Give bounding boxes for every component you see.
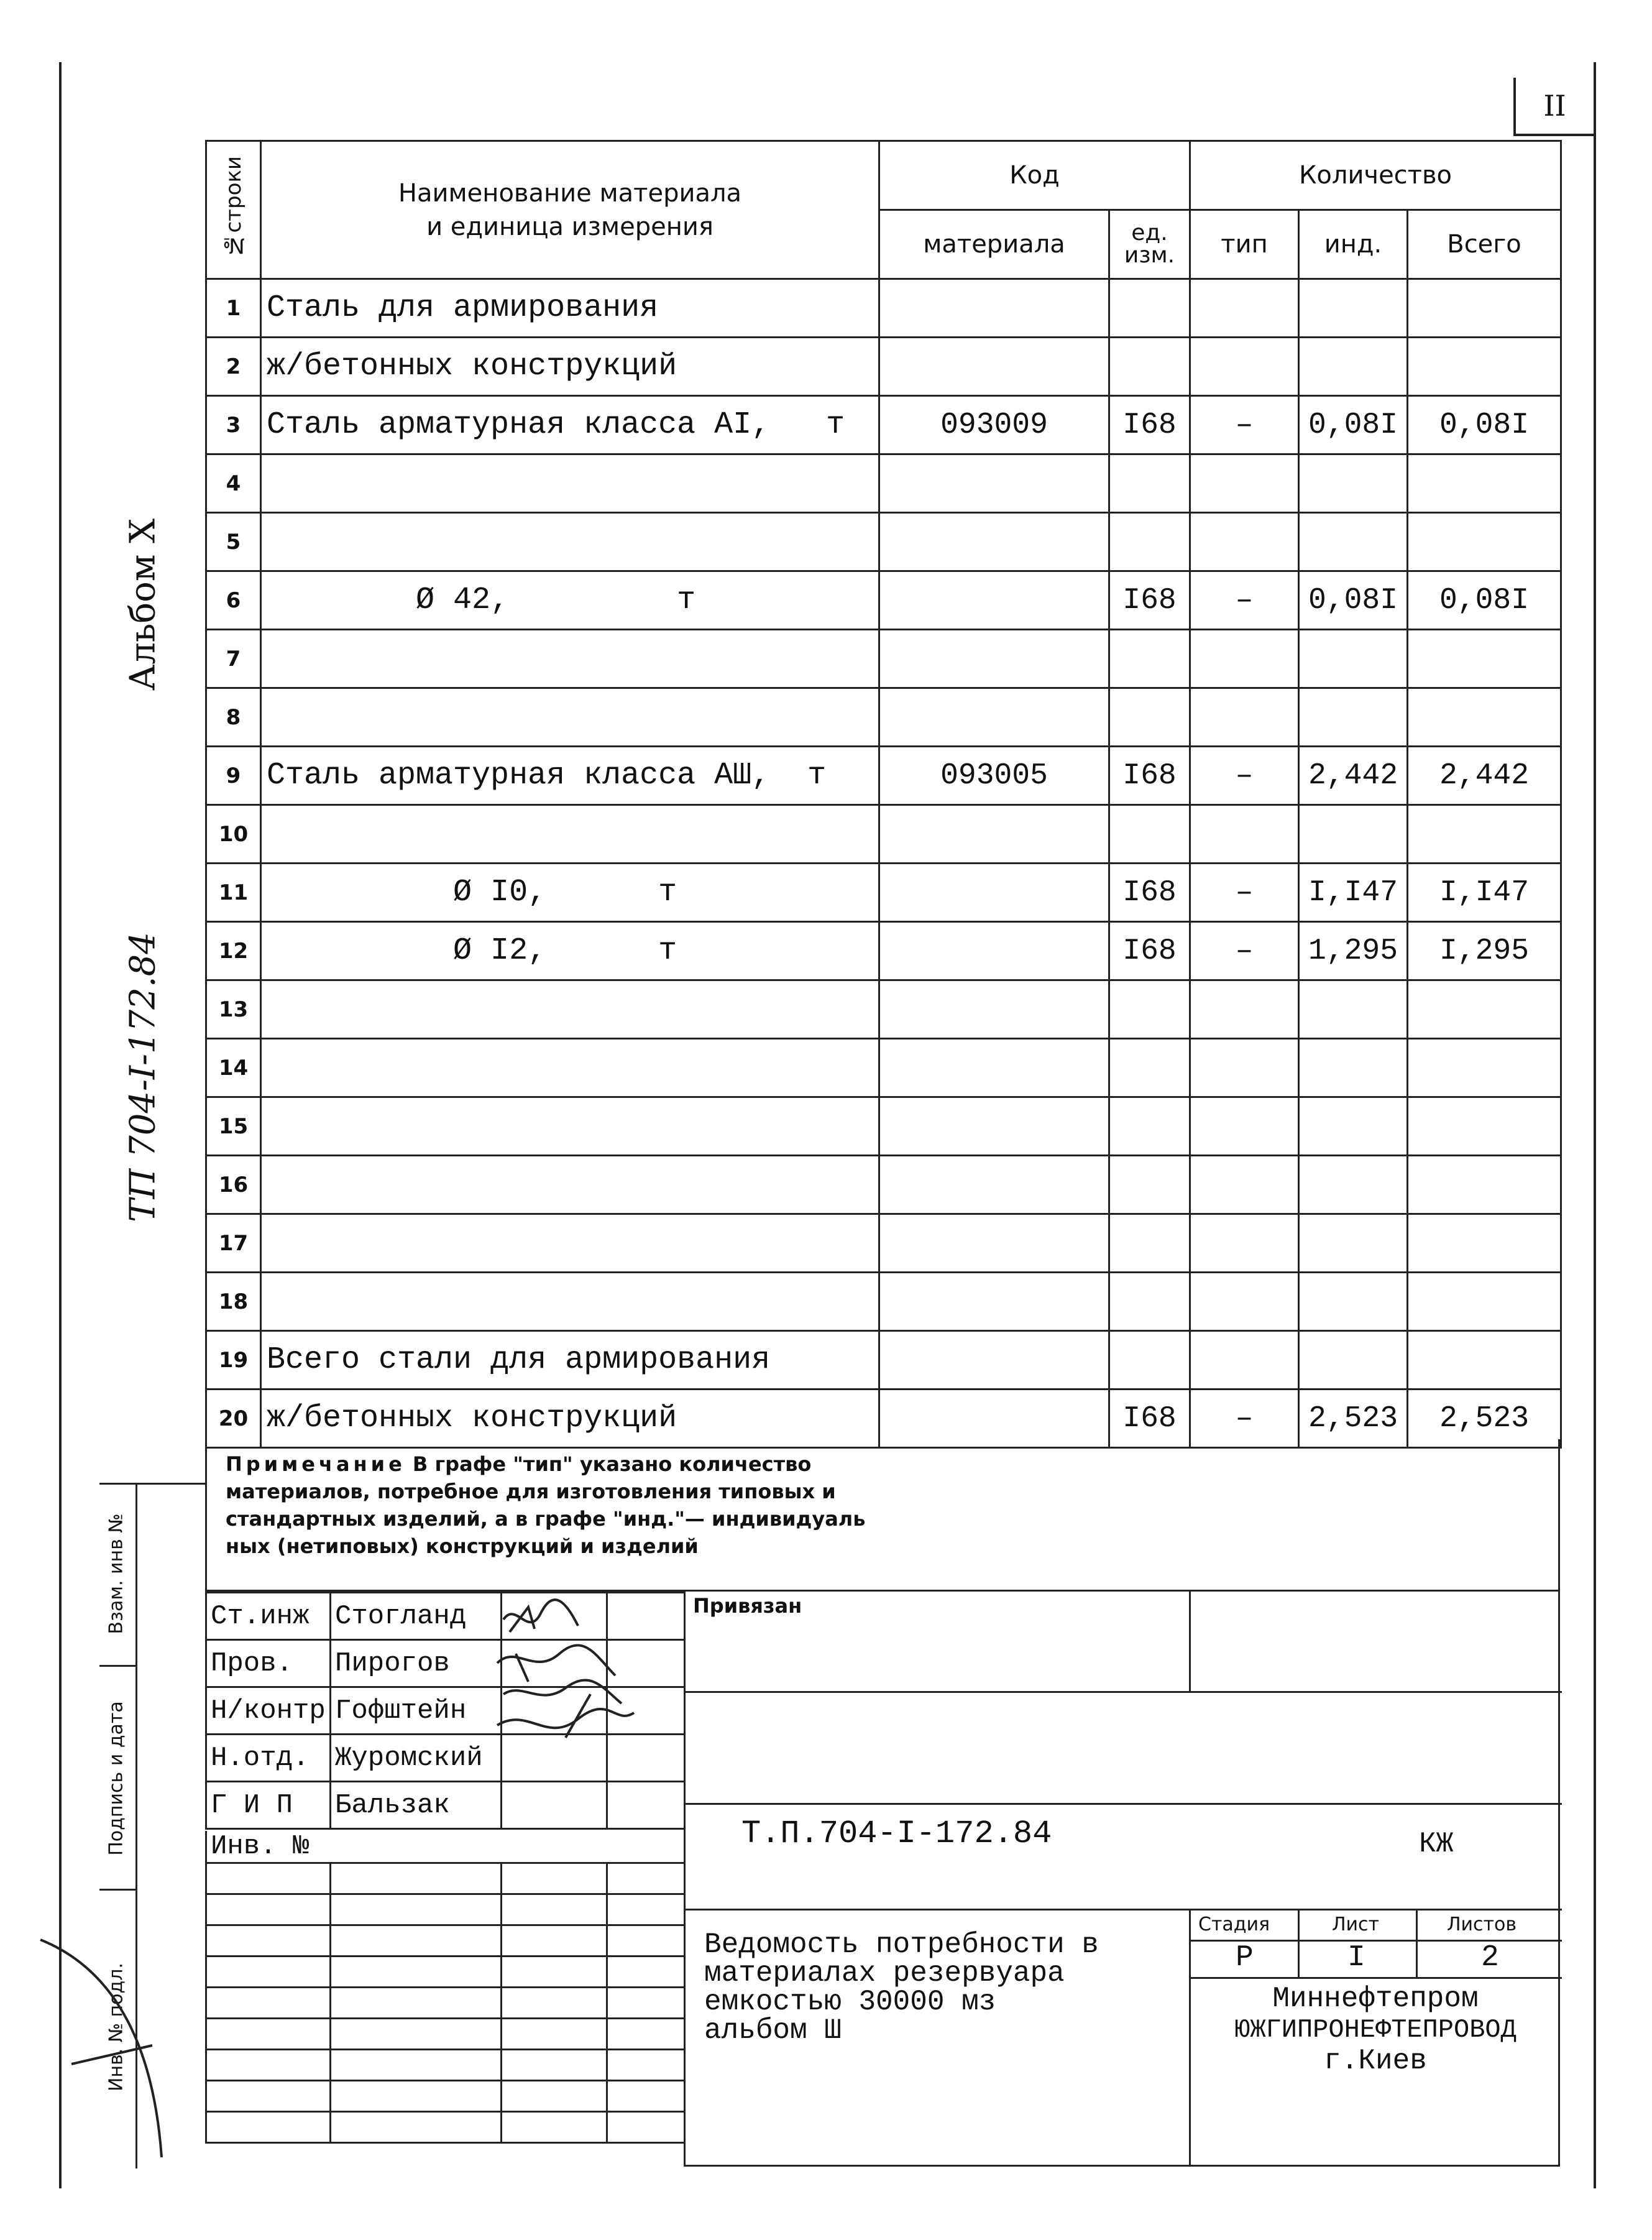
material-name [261,688,879,747]
qty-typ: – [1190,571,1299,630]
material-name: Ø 42, т [261,571,879,630]
material-name: Всего стали для армирования [261,1331,879,1390]
qty-total [1408,1214,1561,1273]
album-label: Альбом X [122,518,163,691]
qty-typ: – [1190,1390,1299,1448]
unit-code [1109,688,1190,747]
unit-code [1109,980,1190,1039]
row-number: 16 [206,1156,261,1214]
unit-code [1109,1039,1190,1097]
signature-name: Пирогов [331,1640,502,1687]
qty-typ [1190,1156,1299,1214]
stadiya-value: Р [1236,1941,1254,1975]
unit-code [1109,1331,1190,1390]
code-header: Код [879,141,1190,210]
row-number: 18 [206,1273,261,1331]
note-line4: ных (нетиповых) конструкций и изделий [226,1534,699,1558]
inv-podl-label: Инв. № подл. [105,1963,127,2091]
qty-ind [1299,688,1408,747]
qty-ind: 0,08I [1299,571,1408,630]
row-number: 2 [206,338,261,396]
material-name [261,454,879,513]
qty-ind [1299,1331,1408,1390]
qty-typ [1190,1039,1299,1097]
material-code [879,279,1109,338]
note-line3: стандартных изделий, а в графе "инд."— индивидуаль [226,1507,866,1531]
row-number: 14 [206,1039,261,1097]
mark-kzh: КЖ [1419,1828,1454,1860]
material-code [879,980,1109,1039]
materials-table [205,140,1562,1449]
inv-label: Инв. № [206,1831,685,1863]
qty-ind [1299,1156,1408,1214]
table-row [206,1097,1561,1156]
signature-role: Н.отд. [206,1735,331,1782]
material-code [879,805,1109,864]
qty-total [1408,513,1561,571]
table-row [206,1039,1561,1097]
qty-typ [1190,980,1299,1039]
qty-ind [1299,513,1408,571]
qty-total: 0,08I [1408,396,1561,454]
privyazan-label: Привязан [693,1594,802,1618]
qty-typ: – [1190,747,1299,805]
qty-typ [1190,805,1299,864]
signature-mark [502,1782,607,1829]
material-code [879,571,1109,630]
material-name [261,1039,879,1097]
qty-ind: 2,442 [1299,747,1408,805]
qty-ind [1299,454,1408,513]
podpis-data-label: Подпись и дата [105,1701,127,1856]
qty-typ: – [1190,396,1299,454]
qty-typ [1190,1273,1299,1331]
unit-code: I68 [1109,1390,1190,1448]
sheet-number-box [1513,78,1594,136]
qty-ind [1299,1273,1408,1331]
unit-code: I68 [1109,747,1190,805]
signature-role: Ст.инж [206,1593,331,1640]
unit-code [1109,1156,1190,1214]
table-row [206,688,1561,747]
table-row [206,1273,1561,1331]
unit-code [1109,279,1190,338]
table-row [206,980,1561,1039]
material-code [879,1331,1109,1390]
doc-code: Т.П.704-I-172.84 [741,1815,1052,1852]
table-row [206,1156,1561,1214]
material-code [879,1039,1109,1097]
row-number: 4 [206,454,261,513]
total-header: Всего [1408,210,1561,279]
unit-code [1109,1214,1190,1273]
table-row [206,864,1561,922]
row-number: 6 [206,571,261,630]
material-name: Ø I0, т [261,864,879,922]
material-code [879,513,1109,571]
material-code [879,1214,1109,1273]
note-block [205,1439,1560,1592]
material-code: 093005 [879,747,1109,805]
signature-name: Стогланд [331,1593,502,1640]
row-number: 11 [206,864,261,922]
row-number: 3 [206,396,261,454]
unit-code [1109,805,1190,864]
material-code [879,454,1109,513]
unit-code: I68 [1109,922,1190,980]
table-row [206,338,1561,396]
qty-ind [1299,1097,1408,1156]
org-line3: г.Киев [1324,2045,1427,2077]
qty-total [1408,630,1561,688]
table-row [206,922,1561,980]
org-block [1189,1983,1562,2076]
table-row [206,805,1561,864]
signature-name: Бальзак [331,1782,502,1829]
qty-ind: 2,523 [1299,1390,1408,1448]
material-code [879,338,1109,396]
title-block [684,1592,1560,2167]
qty-total [1408,688,1561,747]
note-line1: В графе "тип" указано количество [405,1452,812,1476]
material-name [261,1097,879,1156]
qty-total [1408,1331,1561,1390]
row-number: 20 [206,1390,261,1448]
material-name [261,1214,879,1273]
material-name [261,513,879,571]
qty-ind: I,I47 [1299,864,1408,922]
row-number: 13 [206,980,261,1039]
qty-total: I,I47 [1408,864,1561,922]
signature-name: Журомский [331,1735,502,1782]
qty-typ [1190,1097,1299,1156]
row-number: 1 [206,279,261,338]
qty-total: 2,523 [1408,1390,1561,1448]
qty-ind: 0,08I [1299,396,1408,454]
qty-typ [1190,688,1299,747]
sheet-number: II [1543,89,1566,122]
org-line1: Миннефтепром [1272,1983,1479,2015]
qty-total: 0,08I [1408,571,1561,630]
material-code [879,1273,1109,1331]
qty-ind [1299,980,1408,1039]
table-row [206,396,1561,454]
signature-name: Гофштейн [331,1687,502,1735]
rowno-header: №строки [206,141,261,279]
signature-row [206,1782,685,1829]
row-number: 8 [206,688,261,747]
material-name [261,980,879,1039]
material-code [879,1156,1109,1214]
listov-value: 2 [1481,1941,1499,1975]
title-line-3: емкостью 30000 мз [704,1986,996,2018]
qty-ind [1299,805,1408,864]
row-number: 15 [206,1097,261,1156]
qty-typ [1190,454,1299,513]
name-header: Наименование материала и единица измерения [261,141,879,279]
material-name: Сталь арматурная класса АI, т [261,396,879,454]
listov-label: Листов [1447,1914,1517,1935]
table-row [206,1331,1561,1390]
signature-date [607,1782,685,1829]
title-line-4: альбом Ш [704,2014,842,2047]
material-name [261,1156,879,1214]
unit-code [1109,1097,1190,1156]
signature-role: Г И П [206,1782,331,1829]
qty-ind [1299,1214,1408,1273]
material-code [879,1097,1109,1156]
blank-stamp-rows [205,1831,686,2144]
material-name [261,630,879,688]
qty-total [1408,1039,1561,1097]
unit-code: I68 [1109,864,1190,922]
row-number: 17 [206,1214,261,1273]
material-code [879,630,1109,688]
unit-header: ед. изм. [1109,210,1190,279]
qty-total: 2,442 [1408,747,1561,805]
table-row [206,747,1561,805]
org-line2: ЮЖГИПРОНЕФТЕПРОВОД [1234,2015,1517,2045]
table-row [206,454,1561,513]
qty-typ: – [1190,922,1299,980]
qty-header: Количество [1190,141,1561,210]
table-row [206,513,1561,571]
qty-total [1408,338,1561,396]
table-row [206,630,1561,688]
signature-role: Н/контр [206,1687,331,1735]
signature-scribbles [491,1595,640,1763]
corner-mark [28,1902,171,2164]
row-number: 9 [206,747,261,805]
unit-code [1109,1273,1190,1331]
qty-total: I,295 [1408,922,1561,980]
table-row [206,279,1561,338]
title-line-1: Ведомость потребности в [704,1929,1099,1961]
material-name: ж/бетонных конструкций [261,338,879,396]
qty-total [1408,1156,1561,1214]
doc-title [704,1930,1099,2045]
stadiya-label: Стадия [1198,1914,1270,1935]
qty-typ [1190,513,1299,571]
material-name: Ø I2, т [261,922,879,980]
qty-total [1408,805,1561,864]
material-code: 093009 [879,396,1109,454]
qty-typ [1190,1331,1299,1390]
unit-code: I68 [1109,396,1190,454]
qty-typ [1190,338,1299,396]
note-lead: Примечание [226,1452,406,1476]
list-value: I [1347,1941,1365,1975]
note-line2: материалов, потребное для изготовления типовых и [226,1480,836,1503]
material-code [879,864,1109,922]
qty-total [1408,279,1561,338]
row-number: 10 [206,805,261,864]
unit-code [1109,338,1190,396]
table-row [206,571,1561,630]
qty-ind [1299,338,1408,396]
unit-code: I68 [1109,571,1190,630]
material-code [879,688,1109,747]
unit-code [1109,630,1190,688]
material-code [879,922,1109,980]
list-label: Лист [1332,1914,1380,1935]
qty-typ [1190,279,1299,338]
material-name: ж/бетонных конструкций [261,1390,879,1448]
unit-code [1109,454,1190,513]
unit-code [1109,513,1190,571]
row-number: 7 [206,630,261,688]
title-line-2: материалах резервуара [704,1957,1065,1989]
signature-role: Пров. [206,1640,331,1687]
qty-total [1408,1273,1561,1331]
row-number: 12 [206,922,261,980]
qty-total [1408,980,1561,1039]
table-row [206,1214,1561,1273]
material-header: материала [879,210,1109,279]
row-number: 19 [206,1331,261,1390]
material-name [261,805,879,864]
qty-ind: 1,295 [1299,922,1408,980]
ind-header: инд. [1299,210,1408,279]
material-name [261,1273,879,1331]
qty-typ: – [1190,864,1299,922]
qty-total [1408,454,1561,513]
vzam-inv-label: Взам. инв № [105,1513,127,1634]
qty-ind [1299,630,1408,688]
row-number: 5 [206,513,261,571]
qty-ind [1299,1039,1408,1097]
qty-typ [1190,1214,1299,1273]
qty-typ [1190,630,1299,688]
qty-total [1408,1097,1561,1156]
qty-ind [1299,279,1408,338]
project-side-label: ТП 704-I-172.84 [122,932,163,1222]
material-name: Сталь для армирования [261,279,879,338]
material-name: Сталь арматурная класса АШ, т [261,747,879,805]
typ-header: тип [1190,210,1299,279]
